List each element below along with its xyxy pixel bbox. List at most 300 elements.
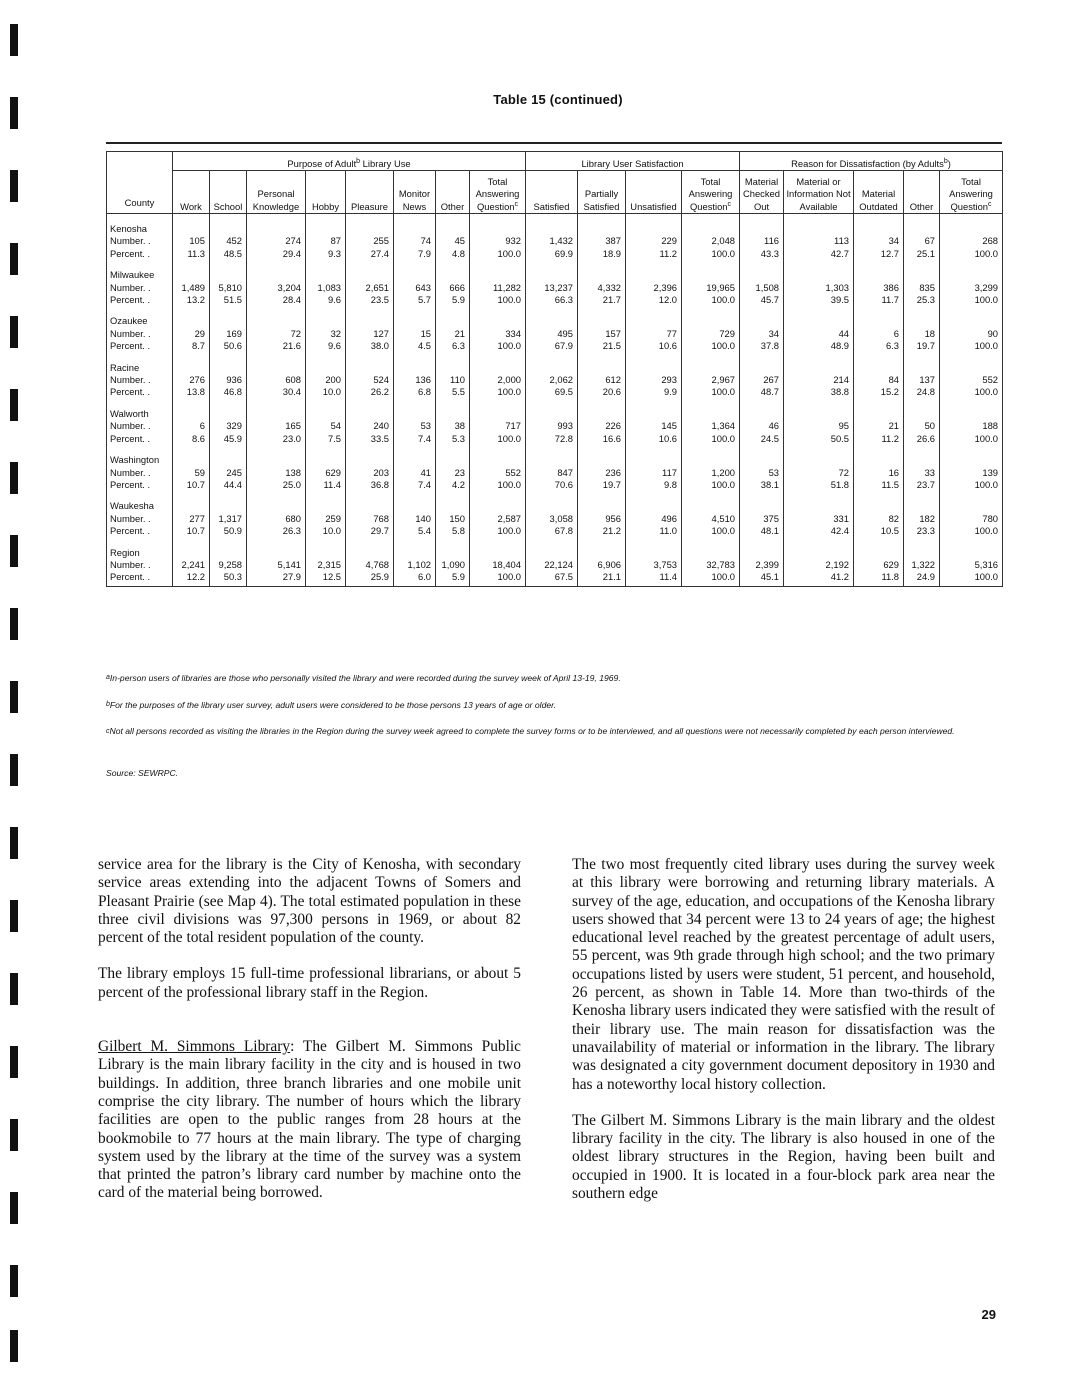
table-cell: 9,258	[210, 559, 247, 571]
table-cell: 100.0	[470, 479, 526, 491]
table-cell: 255	[346, 235, 394, 247]
col-header: Work	[173, 171, 210, 214]
table-cell: 67.5	[526, 571, 578, 586]
county-name: Waukesha	[107, 491, 173, 512]
empty-cell	[526, 538, 578, 559]
table-cell: 21.1	[578, 571, 626, 586]
table-row	[107, 328, 1003, 340]
percent-label: Percent. .	[107, 433, 173, 445]
table-cell: 27.9	[247, 571, 306, 586]
table-cell: 9.3	[306, 248, 346, 260]
empty-cell	[682, 306, 740, 327]
table-cell: 100.0	[682, 248, 740, 260]
table-cell: 100.0	[470, 525, 526, 537]
table-cell: 100.0	[682, 294, 740, 306]
table-cell: 612	[578, 374, 626, 386]
empty-cell	[578, 399, 626, 420]
table-row	[107, 559, 1003, 571]
table-cell: 36.8	[346, 479, 394, 491]
table-cell: 100.0	[682, 386, 740, 398]
table-cell: 67.8	[526, 525, 578, 537]
table-cell: 12.0	[626, 294, 682, 306]
percent-label: Percent. .	[107, 525, 173, 537]
table-cell: 956	[578, 513, 626, 525]
percent-label: Percent. .	[107, 386, 173, 398]
empty-cell	[173, 306, 210, 327]
table-cell: 203	[346, 467, 394, 479]
table-cell: 12.5	[306, 571, 346, 586]
table-cell: 48.1	[740, 525, 784, 537]
empty-cell	[247, 306, 306, 327]
table-cell: 38.8	[784, 386, 854, 398]
table-cell: 42.4	[784, 525, 854, 537]
paragraph: The Gilbert M. Simmons Library is the main library and the oldest library facility in the city. The library is also housed in one of the oldest library structures in the Region, having been built and occupied in 1900. It is located in a four-block park area near the southern edge	[572, 1111, 995, 1203]
empty-cell	[740, 538, 784, 559]
table-cell: 100.0	[940, 248, 1003, 260]
table-cell: 11.2	[626, 248, 682, 260]
table-cell: 495	[526, 328, 578, 340]
table-cell: 137	[904, 374, 940, 386]
empty-cell	[173, 491, 210, 512]
table-cell: 19.7	[904, 340, 940, 352]
empty-cell	[784, 399, 854, 420]
table-cell: 27.4	[346, 248, 394, 260]
county-name: Kenosha	[107, 214, 173, 236]
empty-cell	[854, 306, 904, 327]
empty-cell	[436, 306, 470, 327]
empty-cell	[626, 491, 682, 512]
number-label: Number. .	[107, 235, 173, 247]
table-cell: 29	[173, 328, 210, 340]
col-header: Monitor News	[394, 171, 436, 214]
empty-cell	[784, 353, 854, 374]
empty-cell	[346, 306, 394, 327]
empty-cell	[436, 353, 470, 374]
empty-cell	[784, 445, 854, 466]
percent-label: Percent. .	[107, 571, 173, 586]
binding-mark	[10, 827, 18, 859]
table-cell: 100.0	[470, 248, 526, 260]
binding-mark	[10, 24, 18, 56]
table-cell: 277	[173, 513, 210, 525]
footnote-text: In-person users of libraries are those who personally visited the library and were recorded during the survey week of April 13-19, 1969.	[109, 673, 621, 683]
empty-cell	[394, 491, 436, 512]
table-cell: 2,192	[784, 559, 854, 571]
empty-cell	[740, 214, 784, 236]
table-cell: 6.0	[394, 571, 436, 586]
table-cell: 46.8	[210, 386, 247, 398]
table-cell: 100.0	[682, 479, 740, 491]
table-cell: 10.6	[626, 340, 682, 352]
table-cell: 25.0	[247, 479, 306, 491]
county-heading-row	[107, 260, 1003, 281]
table-cell: 10.5	[854, 525, 904, 537]
empty-cell	[578, 491, 626, 512]
col-header: Satisfied	[526, 171, 578, 214]
empty-cell	[904, 538, 940, 559]
table-cell: 16	[854, 467, 904, 479]
table-cell: 67	[904, 235, 940, 247]
table-cell: 629	[306, 467, 346, 479]
table-cell: 11.7	[854, 294, 904, 306]
table-cell: 33.5	[346, 433, 394, 445]
empty-cell	[578, 260, 626, 281]
empty-cell	[346, 353, 394, 374]
table-cell: 87	[306, 235, 346, 247]
table-cell: 72	[784, 467, 854, 479]
percent-label: Percent. .	[107, 294, 173, 306]
empty-cell	[526, 445, 578, 466]
county-heading-row	[107, 491, 1003, 512]
empty-cell	[436, 538, 470, 559]
table-cell: 12.7	[854, 248, 904, 260]
table-cell: 847	[526, 467, 578, 479]
group-header-purpose-tail: Library Use	[360, 157, 411, 169]
table-cell: 16.6	[578, 433, 626, 445]
table-cell: 5.9	[436, 294, 470, 306]
empty-cell	[173, 445, 210, 466]
table-cell: 51.8	[784, 479, 854, 491]
table-cell: 245	[210, 467, 247, 479]
col-header: Material Checked Out	[740, 171, 784, 214]
table-cell: 26.6	[904, 433, 940, 445]
table-cell: 329	[210, 420, 247, 432]
footnote-mark: c	[514, 200, 519, 208]
table-cell: 53	[740, 467, 784, 479]
table-cell: 1,322	[904, 559, 940, 571]
empty-cell	[470, 491, 526, 512]
empty-cell	[306, 260, 346, 281]
col-header: Hobby	[306, 171, 346, 214]
table-cell: 28.4	[247, 294, 306, 306]
percent-label: Percent. .	[107, 479, 173, 491]
paragraph: The library employs 15 full-time professional librarians, or about 5 percent of the professional library staff in the Region.	[98, 965, 521, 1001]
county-heading-row	[107, 399, 1003, 420]
table-cell: 39.5	[784, 294, 854, 306]
table-cell: 41	[394, 467, 436, 479]
table-cell: 45.1	[740, 571, 784, 586]
table-cell: 276	[173, 374, 210, 386]
empty-cell	[904, 491, 940, 512]
table-cell: 4,332	[578, 282, 626, 294]
empty-cell	[436, 445, 470, 466]
table-cell: 386	[854, 282, 904, 294]
empty-cell	[394, 214, 436, 236]
empty-cell	[682, 445, 740, 466]
table-cell: 6,906	[578, 559, 626, 571]
empty-cell	[247, 445, 306, 466]
empty-cell	[394, 260, 436, 281]
table-cell: 44.4	[210, 479, 247, 491]
paragraph-text: : The Gilbert M. Simmons Public Library is the main library facility in the city and is housed in two buildings. In addition, three branch libraries and one mobile unit comprise the city library. The number of hours which the library facilities are open to the public ranges from 28 hours at the bookmobile to 77 hours at the main library. The type of charging system used by the library at the time of the survey was a system that printed the patron’s library card number by machine onto the card of the material being borrowed.	[98, 1038, 521, 1202]
table-row	[107, 513, 1003, 525]
number-label: Number. .	[107, 282, 173, 294]
empty-cell	[740, 260, 784, 281]
table-cell: 138	[247, 467, 306, 479]
empty-cell	[784, 538, 854, 559]
table-cell: 59	[173, 467, 210, 479]
empty-cell	[740, 399, 784, 420]
empty-cell	[626, 214, 682, 236]
table-cell: 1,364	[682, 420, 740, 432]
table-cell: 23.7	[904, 479, 940, 491]
empty-cell	[854, 491, 904, 512]
group-header-satisfaction: Library User Satisfaction	[526, 152, 740, 171]
table-cell: 32,783	[682, 559, 740, 571]
empty-cell	[940, 214, 1003, 236]
table-cell: 267	[740, 374, 784, 386]
binding-mark	[10, 170, 18, 202]
page-number: 29	[981, 1307, 996, 1322]
percent-label: Percent. .	[107, 248, 173, 260]
table-cell: 20.6	[578, 386, 626, 398]
empty-cell	[247, 353, 306, 374]
table-cell: 1,102	[394, 559, 436, 571]
empty-cell	[210, 491, 247, 512]
table-cell: 629	[854, 559, 904, 571]
footnote-a	[106, 672, 986, 684]
table-cell: 100.0	[470, 340, 526, 352]
table-cell: 26.3	[247, 525, 306, 537]
table-cell: 274	[247, 235, 306, 247]
binding-mark	[10, 900, 18, 932]
empty-cell	[940, 538, 1003, 559]
table-cell: 1,083	[306, 282, 346, 294]
table-cell: 3,753	[626, 559, 682, 571]
empty-cell	[394, 353, 436, 374]
table-cell: 9.9	[626, 386, 682, 398]
empty-cell	[578, 353, 626, 374]
empty-cell	[394, 538, 436, 559]
empty-cell	[346, 538, 394, 559]
table-cell: 116	[740, 235, 784, 247]
table-cell: 2,587	[470, 513, 526, 525]
empty-cell	[306, 538, 346, 559]
table-cell: 1,317	[210, 513, 247, 525]
table-top-rule	[106, 142, 1002, 144]
empty-cell	[626, 353, 682, 374]
table-cell: 3,299	[940, 282, 1003, 294]
col-header: Unsatisfied	[626, 171, 682, 214]
table-cell: 25.1	[904, 248, 940, 260]
table-cell: 5.5	[436, 386, 470, 398]
table-cell: 38	[436, 420, 470, 432]
table-cell: 169	[210, 328, 247, 340]
table-cell: 6.3	[854, 340, 904, 352]
table-cell: 7.5	[306, 433, 346, 445]
group-header-purpose	[173, 152, 526, 171]
table-cell: 127	[346, 328, 394, 340]
county-heading-row	[107, 306, 1003, 327]
table-cell: 6.3	[436, 340, 470, 352]
table-cell: 643	[394, 282, 436, 294]
empty-cell	[210, 306, 247, 327]
table-cell: 2,062	[526, 374, 578, 386]
table-cell: 24.9	[904, 571, 940, 586]
empty-cell	[394, 399, 436, 420]
table-cell: 9.6	[306, 340, 346, 352]
empty-cell	[940, 306, 1003, 327]
table-cell: 11.4	[626, 571, 682, 586]
table-cell: 2,399	[740, 559, 784, 571]
table-cell: 105	[173, 235, 210, 247]
table-cell: 21	[436, 328, 470, 340]
empty-cell	[210, 445, 247, 466]
table-cell: 1,432	[526, 235, 578, 247]
empty-cell	[210, 538, 247, 559]
table-cell: 4.2	[436, 479, 470, 491]
col-header-total	[682, 171, 740, 214]
county-name: Walworth	[107, 399, 173, 420]
table-cell: 666	[436, 282, 470, 294]
table-cell: 110	[436, 374, 470, 386]
table-cell: 48.7	[740, 386, 784, 398]
empty-cell	[784, 491, 854, 512]
empty-cell	[173, 260, 210, 281]
empty-cell	[436, 491, 470, 512]
empty-cell	[904, 399, 940, 420]
table-cell: 1,489	[173, 282, 210, 294]
empty-cell	[470, 399, 526, 420]
table-cell: 768	[346, 513, 394, 525]
binding-mark	[10, 243, 18, 275]
source-note: Source: SEWRPC.	[106, 768, 179, 778]
empty-cell	[526, 491, 578, 512]
table-cell: 157	[578, 328, 626, 340]
empty-cell	[210, 353, 247, 374]
empty-cell	[247, 260, 306, 281]
empty-cell	[682, 399, 740, 420]
table-cell: 524	[346, 374, 394, 386]
col-header: Personal Knowledge	[247, 171, 306, 214]
col-header: Material Outdated	[854, 171, 904, 214]
col-header-county: County	[107, 152, 173, 214]
table-cell: 11.4	[306, 479, 346, 491]
footnote-text: Not all persons recorded as visiting the libraries in the Region during the survey week agreed to complete the survey forms or to be interviewed, and all questions were not necessarily completed by each person interviewed.	[109, 726, 955, 736]
table-cell: 608	[247, 374, 306, 386]
table-cell: 226	[578, 420, 626, 432]
table-cell: 15	[394, 328, 436, 340]
binding-mark	[10, 462, 18, 494]
col-header: Other	[436, 171, 470, 214]
empty-cell	[740, 445, 784, 466]
col-header: School	[210, 171, 247, 214]
table-cell: 2,048	[682, 235, 740, 247]
table-cell: 46	[740, 420, 784, 432]
table-cell: 11,282	[470, 282, 526, 294]
paragraph: The two most frequently cited library uses during the survey week at this library were borrowing and returning library materials. A survey of the age, education, and occupations of the Kenosha library users showed that 34 percent were 13 to 24 years of age; the highest educational level reached by the greatest percentage of adult users, 55 percent, was 9th grade through high school; and the two primary occupations listed by users were student, 51 percent, and household, 26 percent, as shown in Table 14. More than two-thirds of the Kenosha library users indicated they were satisfied with the result of their library use. The main reason for dissatisfaction was the unavailability of material or information in the library. The library was designated a city government document depository in 1930 and has a noteworthy local history collection.	[572, 856, 995, 1093]
table-cell: 100.0	[470, 386, 526, 398]
county-name: Milwaukee	[107, 260, 173, 281]
table-cell: 100.0	[940, 479, 1003, 491]
table-cell: 7.4	[394, 479, 436, 491]
table-cell: 44	[784, 328, 854, 340]
table-cell: 113	[784, 235, 854, 247]
county-name: Washington	[107, 445, 173, 466]
empty-cell	[470, 306, 526, 327]
table-cell: 259	[306, 513, 346, 525]
empty-cell	[394, 445, 436, 466]
group-header-purpose-text: Purpose of Adult	[287, 157, 357, 169]
col-header: Other	[904, 171, 940, 214]
empty-cell	[626, 445, 682, 466]
table-cell: 82	[854, 513, 904, 525]
binding-mark	[10, 1192, 18, 1224]
binding-mark	[10, 681, 18, 713]
table-cell: 5,141	[247, 559, 306, 571]
table-cell: 117	[626, 467, 682, 479]
table-row	[107, 248, 1003, 260]
binding-mark	[10, 316, 18, 348]
table-cell: 23.5	[346, 294, 394, 306]
empty-cell	[436, 260, 470, 281]
table-cell: 100.0	[682, 571, 740, 586]
col-header: Pleasure	[346, 171, 394, 214]
body-column-right	[572, 856, 995, 1221]
table-cell: 74	[394, 235, 436, 247]
table-row	[107, 571, 1003, 586]
table-cell: 13,237	[526, 282, 578, 294]
table-cell: 2,315	[306, 559, 346, 571]
group-header-reason-tail: )	[947, 157, 951, 169]
empty-cell	[578, 306, 626, 327]
empty-cell	[173, 214, 210, 236]
empty-cell	[306, 491, 346, 512]
empty-cell	[682, 214, 740, 236]
table-cell: 11.0	[626, 525, 682, 537]
empty-cell	[854, 538, 904, 559]
table-cell: 182	[904, 513, 940, 525]
data-table	[106, 151, 1003, 587]
col-header: Partially Satisfied	[578, 171, 626, 214]
number-label: Number. .	[107, 420, 173, 432]
table-row	[107, 420, 1003, 432]
empty-cell	[346, 491, 394, 512]
county-name: Region	[107, 538, 173, 559]
table-cell: 100.0	[682, 525, 740, 537]
group-header-reason-text: Reason for Dissatisfaction (by Adults	[791, 157, 944, 169]
empty-cell	[940, 399, 1003, 420]
empty-cell	[436, 214, 470, 236]
table-cell: 29.7	[346, 525, 394, 537]
table-cell: 12.2	[173, 571, 210, 586]
empty-cell	[854, 353, 904, 374]
table-cell: 23.0	[247, 433, 306, 445]
binding-mark	[10, 1119, 18, 1151]
table-cell: 496	[626, 513, 682, 525]
empty-cell	[740, 353, 784, 374]
table-cell: 48.5	[210, 248, 247, 260]
table-cell: 100.0	[940, 340, 1003, 352]
empty-cell	[470, 353, 526, 374]
table-cell: 45.7	[740, 294, 784, 306]
percent-label: Percent. .	[107, 340, 173, 352]
empty-cell	[470, 260, 526, 281]
table-cell: 10.0	[306, 386, 346, 398]
table-cell: 9.6	[306, 294, 346, 306]
table-cell: 717	[470, 420, 526, 432]
table-cell: 729	[682, 328, 740, 340]
table-cell: 10.7	[173, 525, 210, 537]
table-row	[107, 340, 1003, 352]
col-header-total	[940, 171, 1003, 214]
footnote-mark: b	[106, 701, 110, 708]
empty-cell	[210, 399, 247, 420]
empty-cell	[346, 214, 394, 236]
table-cell: 10.6	[626, 433, 682, 445]
empty-cell	[306, 353, 346, 374]
empty-cell	[682, 260, 740, 281]
